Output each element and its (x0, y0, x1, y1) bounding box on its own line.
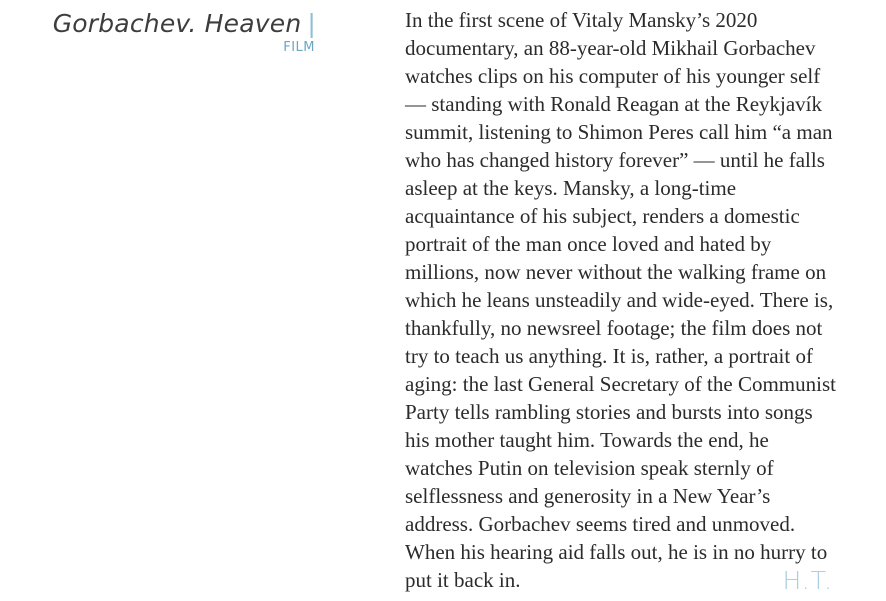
author-initials: H.T. (782, 566, 833, 595)
article-header (0, 8, 316, 55)
article-title: Gorbachev. Heaven (52, 9, 302, 38)
title-line (0, 8, 316, 40)
title-separator: | (307, 9, 316, 38)
article-body: In the first scene of Vitaly Mansky’s 2020 documentary, an 88-year-old Mikhail Gorbachev watches clips on his computer of his younger self — standing with Ronald Reagan at the Reykjavík summit, listening to Shimon Peres call him “a man who has changed history forever” — until he falls asleep at the keys. Mansky, a long-time acquaintance of his subject, renders a domestic portrait of the man once loved and hated by millions, now never without the walking frame on which he leans unsteadily and wide-eyed. There is, thankfully, no newsreel footage; the film does not try to teach us anything. It is, rather, a portrait of aging: the last General Secretary of the Communist Party tells rambling stories and bursts into songs his mother taught him. Towards the end, he watches Putin on television speak sternly of selflessness and generosity in a New Year’s address. Gorbachev seems tired and unmoved. When his hearing aid falls out, he is in no hurry to put it back in. (405, 8, 836, 592)
category-label[interactable]: FILM (283, 40, 315, 55)
